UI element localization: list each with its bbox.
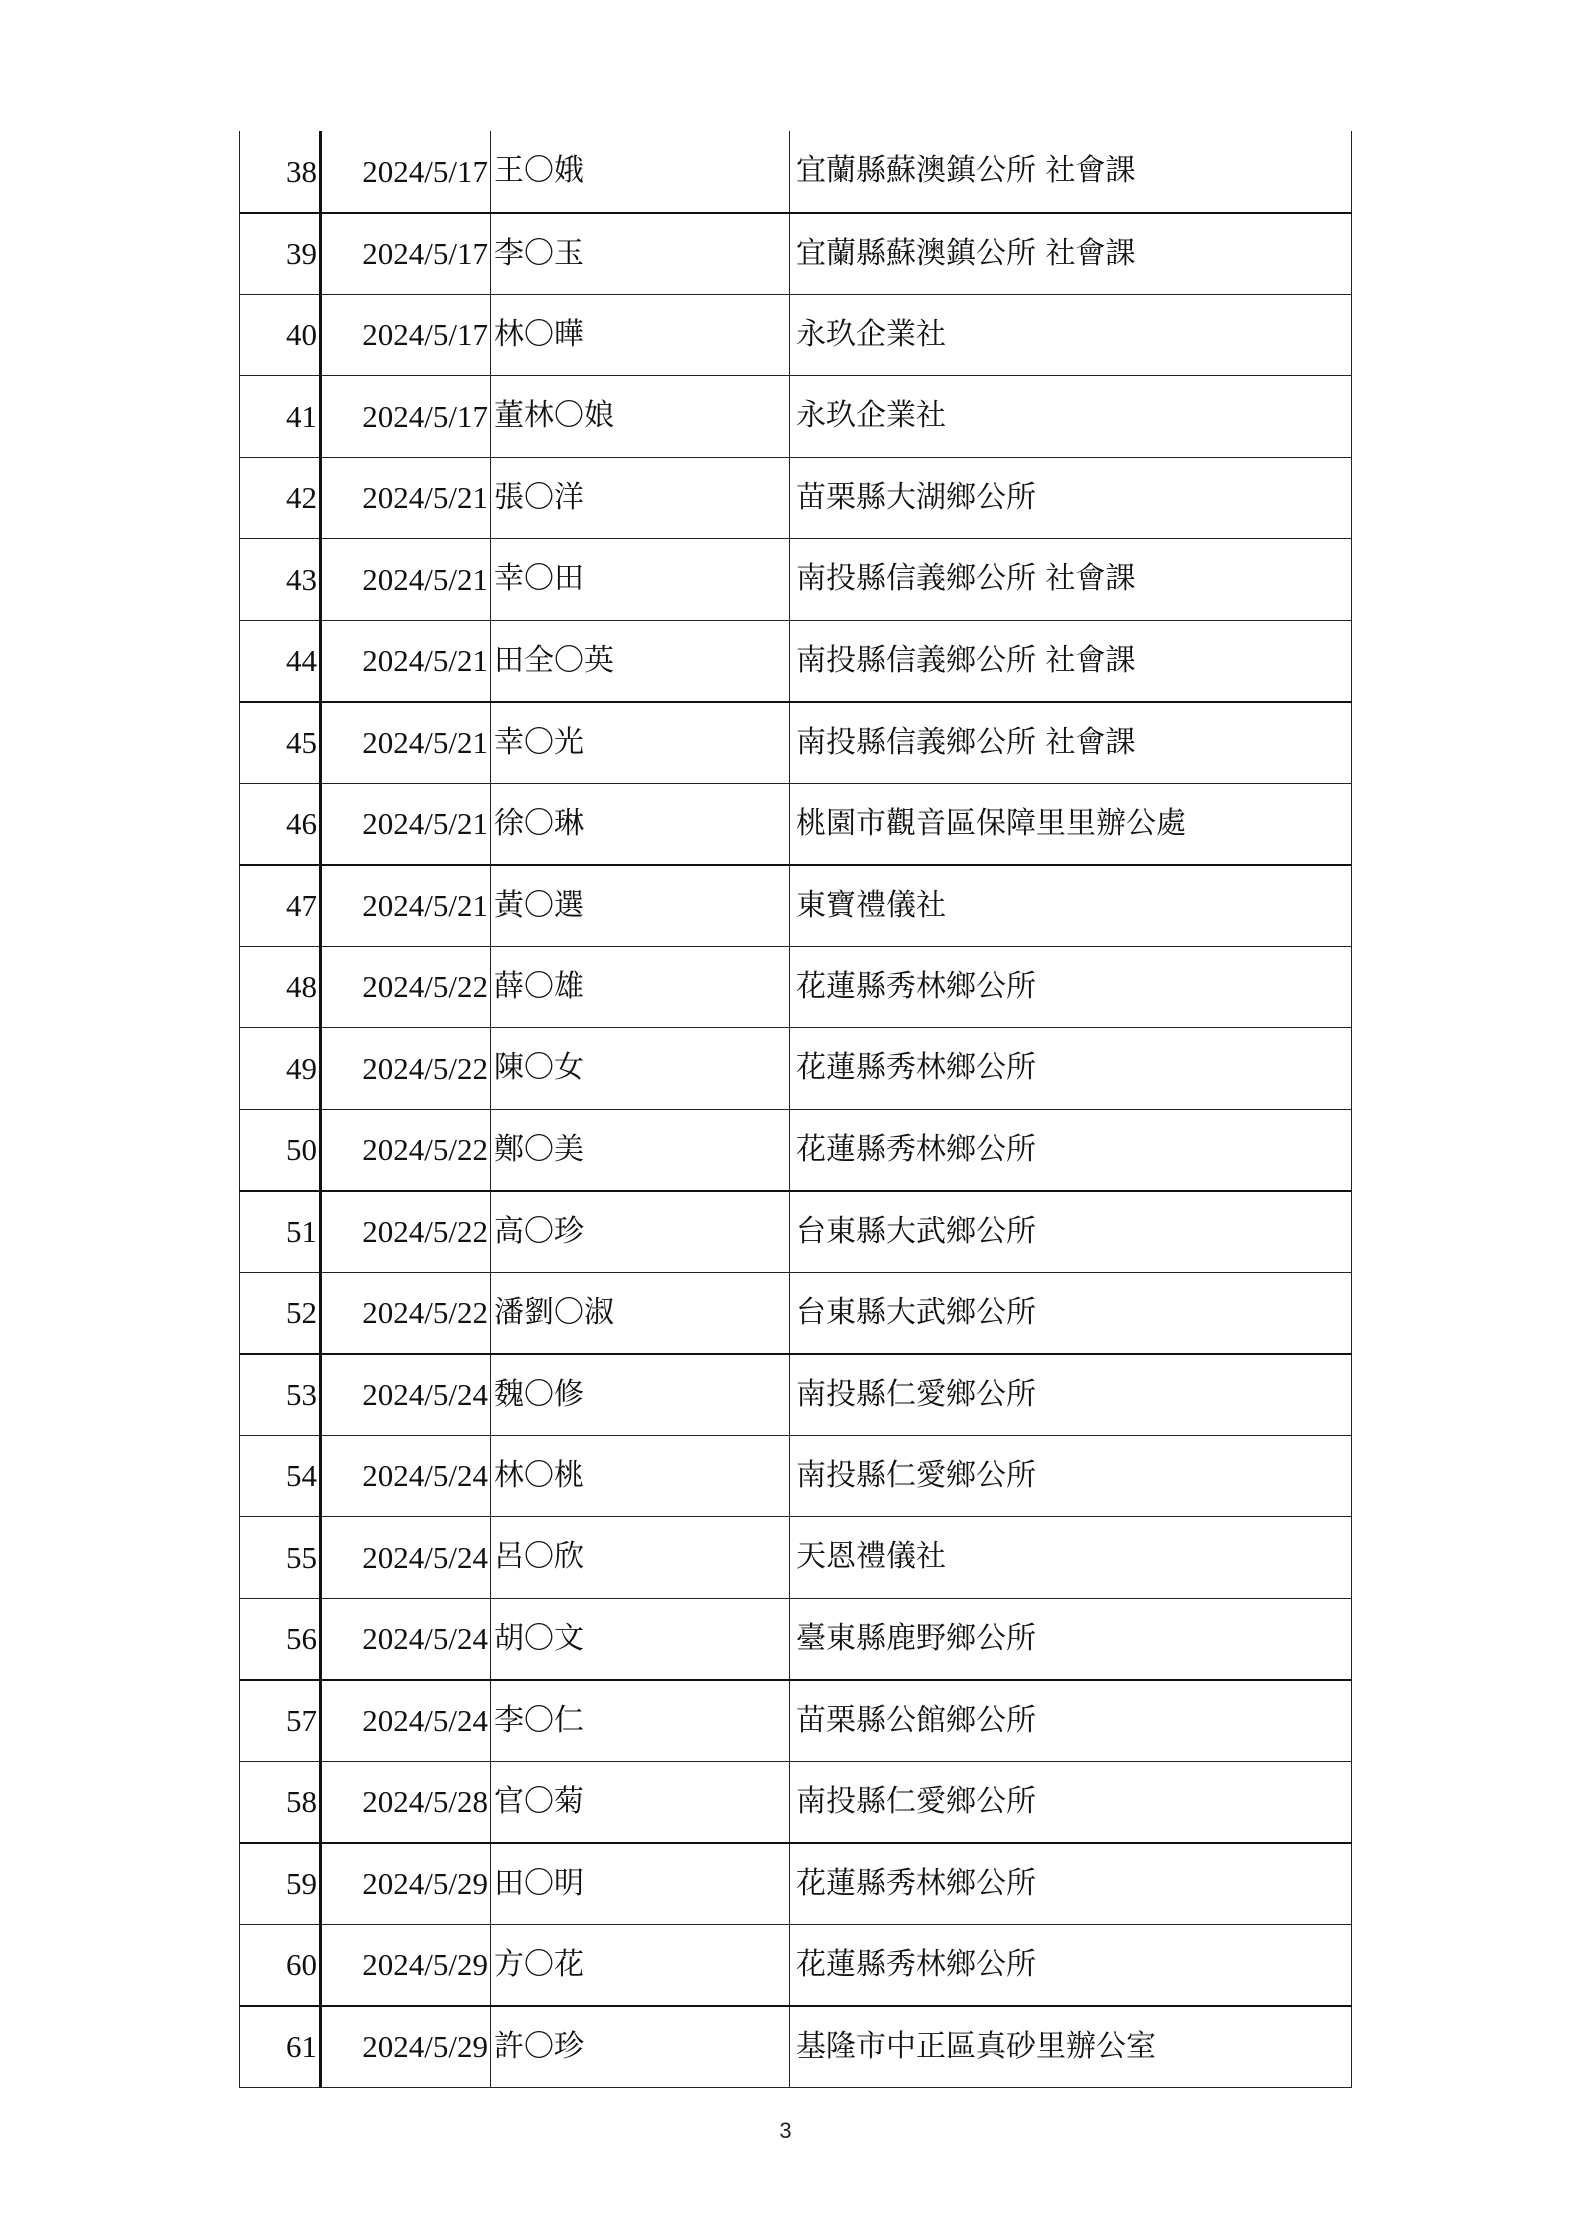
row-number: 59 (240, 1843, 321, 1925)
table-row (240, 1761, 1352, 1843)
row-number: 42 (240, 457, 321, 539)
row-organization: 南投縣仁愛鄉公所 (790, 1761, 1352, 1843)
row-number: 58 (240, 1761, 321, 1843)
table-row (240, 946, 1352, 1028)
row-date: 2024/5/21 (321, 457, 491, 539)
row-date: 2024/5/24 (321, 1680, 491, 1762)
row-name: 董林〇娘 (491, 376, 790, 458)
table-row (240, 1435, 1352, 1517)
table-row (240, 1272, 1352, 1354)
row-name: 田全〇英 (491, 620, 790, 702)
row-date: 2024/5/22 (321, 1191, 491, 1273)
table-row (240, 1354, 1352, 1436)
row-organization: 南投縣信義鄉公所 社會課 (790, 702, 1352, 784)
row-date: 2024/5/24 (321, 1435, 491, 1517)
row-date: 2024/5/17 (321, 213, 491, 295)
row-name: 鄭〇美 (491, 1109, 790, 1191)
row-name: 幸〇光 (491, 702, 790, 784)
table-row (240, 1028, 1352, 1110)
table-row (240, 702, 1352, 784)
row-organization: 花蓮縣秀林鄉公所 (790, 946, 1352, 1028)
row-organization: 桃園市觀音區保障里里辦公處 (790, 783, 1352, 865)
row-name: 潘劉〇淑 (491, 1272, 790, 1354)
table-row (240, 294, 1352, 376)
row-organization: 花蓮縣秀林鄉公所 (790, 1028, 1352, 1110)
row-date: 2024/5/21 (321, 783, 491, 865)
row-number: 45 (240, 702, 321, 784)
row-name: 林〇桃 (491, 1435, 790, 1517)
table-row (240, 1191, 1352, 1273)
row-date: 2024/5/28 (321, 1761, 491, 1843)
row-name: 高〇珍 (491, 1191, 790, 1273)
row-organization: 南投縣信義鄉公所 社會課 (790, 539, 1352, 621)
row-name: 黃〇選 (491, 865, 790, 947)
row-date: 2024/5/17 (321, 376, 491, 458)
row-date: 2024/5/22 (321, 946, 491, 1028)
row-number: 50 (240, 1109, 321, 1191)
row-name: 幸〇田 (491, 539, 790, 621)
row-organization: 東寶禮儀社 (790, 865, 1352, 947)
row-number: 49 (240, 1028, 321, 1110)
row-name: 田〇明 (491, 1843, 790, 1925)
row-date: 2024/5/21 (321, 865, 491, 947)
row-name: 徐〇琳 (491, 783, 790, 865)
row-name: 張〇洋 (491, 457, 790, 539)
row-number: 46 (240, 783, 321, 865)
row-number: 52 (240, 1272, 321, 1354)
table-row (240, 1924, 1352, 2006)
row-organization: 天恩禮儀社 (790, 1517, 1352, 1599)
table-row (240, 2006, 1352, 2088)
row-organization: 花蓮縣秀林鄉公所 (790, 1843, 1352, 1925)
records-table-body (240, 131, 1352, 2087)
row-organization: 永玖企業社 (790, 294, 1352, 376)
row-date: 2024/5/24 (321, 1598, 491, 1680)
row-organization: 宜蘭縣蘇澳鎮公所 社會課 (790, 131, 1352, 213)
row-number: 47 (240, 865, 321, 947)
row-date: 2024/5/21 (321, 620, 491, 702)
row-name: 陳〇女 (491, 1028, 790, 1110)
row-number: 57 (240, 1680, 321, 1762)
row-date: 2024/5/21 (321, 539, 491, 621)
row-name: 許〇珍 (491, 2006, 790, 2088)
row-number: 39 (240, 213, 321, 295)
row-number: 51 (240, 1191, 321, 1273)
row-organization: 永玖企業社 (790, 376, 1352, 458)
row-number: 43 (240, 539, 321, 621)
row-name: 薛〇雄 (491, 946, 790, 1028)
row-date: 2024/5/29 (321, 2006, 491, 2088)
row-date: 2024/5/22 (321, 1272, 491, 1354)
table-row (240, 620, 1352, 702)
table-row (240, 457, 1352, 539)
row-number: 56 (240, 1598, 321, 1680)
row-name: 呂〇欣 (491, 1517, 790, 1599)
row-number: 48 (240, 946, 321, 1028)
row-date: 2024/5/24 (321, 1354, 491, 1436)
row-number: 61 (240, 2006, 321, 2088)
row-date: 2024/5/24 (321, 1517, 491, 1599)
row-name: 胡〇文 (491, 1598, 790, 1680)
row-date: 2024/5/29 (321, 1924, 491, 2006)
table-row (240, 1517, 1352, 1599)
row-organization: 苗栗縣大湖鄉公所 (790, 457, 1352, 539)
row-date: 2024/5/21 (321, 702, 491, 784)
row-name: 方〇花 (491, 1924, 790, 2006)
row-organization: 南投縣仁愛鄉公所 (790, 1435, 1352, 1517)
row-name: 官〇菊 (491, 1761, 790, 1843)
row-date: 2024/5/29 (321, 1843, 491, 1925)
row-number: 41 (240, 376, 321, 458)
row-organization: 南投縣信義鄉公所 社會課 (790, 620, 1352, 702)
row-number: 53 (240, 1354, 321, 1436)
row-organization: 苗栗縣公館鄉公所 (790, 1680, 1352, 1762)
page-number: 3 (779, 2118, 792, 2143)
row-organization: 宜蘭縣蘇澳鎮公所 社會課 (790, 213, 1352, 295)
table-row (240, 783, 1352, 865)
row-organization: 花蓮縣秀林鄉公所 (790, 1924, 1352, 2006)
row-organization: 台東縣大武鄉公所 (790, 1272, 1352, 1354)
row-number: 44 (240, 620, 321, 702)
row-name: 李〇玉 (491, 213, 790, 295)
table-row (240, 1109, 1352, 1191)
table-row (240, 376, 1352, 458)
row-date: 2024/5/22 (321, 1109, 491, 1191)
row-number: 54 (240, 1435, 321, 1517)
table-row (240, 1680, 1352, 1762)
row-number: 60 (240, 1924, 321, 2006)
table-row (240, 865, 1352, 947)
table-row (240, 131, 1352, 213)
row-organization: 臺東縣鹿野鄉公所 (790, 1598, 1352, 1680)
row-name: 魏〇修 (491, 1354, 790, 1436)
table-row (240, 213, 1352, 295)
table-row (240, 1843, 1352, 1925)
records-table (239, 131, 1352, 2088)
row-date: 2024/5/22 (321, 1028, 491, 1110)
row-name: 李〇仁 (491, 1680, 790, 1762)
row-date: 2024/5/17 (321, 294, 491, 376)
row-organization: 花蓮縣秀林鄉公所 (790, 1109, 1352, 1191)
table-row (240, 539, 1352, 621)
row-date: 2024/5/17 (321, 131, 491, 213)
row-organization: 台東縣大武鄉公所 (790, 1191, 1352, 1273)
row-number: 38 (240, 131, 321, 213)
row-number: 55 (240, 1517, 321, 1599)
row-organization: 基隆市中正區真砂里辦公室 (790, 2006, 1352, 2088)
row-name: 王〇娥 (491, 131, 790, 213)
row-number: 40 (240, 294, 321, 376)
table-row (240, 1598, 1352, 1680)
row-name: 林〇曄 (491, 294, 790, 376)
row-organization: 南投縣仁愛鄉公所 (790, 1354, 1352, 1436)
